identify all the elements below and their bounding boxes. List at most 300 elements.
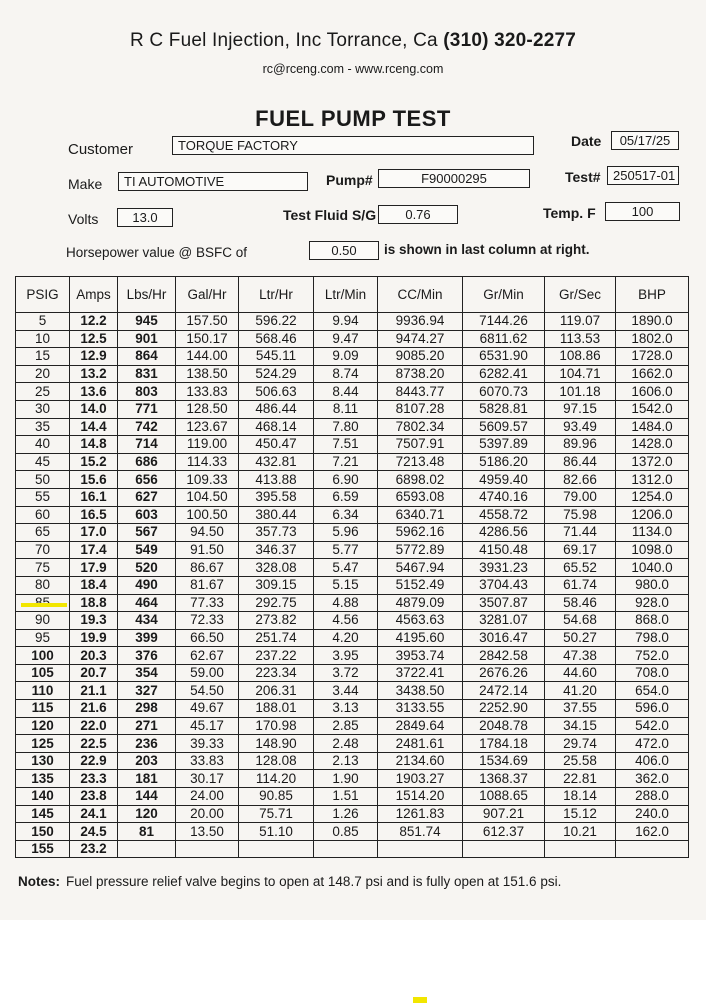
table-cell: 35 [16,418,70,436]
table-cell: 144 [118,788,176,806]
test-number-label: Test# [565,169,601,185]
table-cell: 568.46 [239,330,314,348]
bsfc-field: 0.50 [309,241,379,260]
table-cell: 109.33 [176,471,239,489]
table-cell: 5828.81 [463,400,545,418]
column-header: Amps [70,277,118,313]
horsepower-suffix: is shown in last column at right. [384,242,590,257]
table-cell: 7507.91 [378,436,463,454]
table-cell: 627 [118,488,176,506]
company-header [0,30,706,52]
table-cell: 1728.0 [616,348,689,366]
table-cell: 162.0 [616,823,689,841]
table-cell: 771 [118,400,176,418]
table-cell: 25.58 [545,752,616,770]
highlight-mark [413,997,427,1003]
table-row [16,752,689,770]
table-cell: 1372.0 [616,453,689,471]
table-cell: 5.96 [314,524,378,542]
table-row [16,348,689,366]
table-cell [545,840,616,858]
table-cell: 14.0 [70,400,118,418]
table-cell [176,840,239,858]
column-header: Gal/Hr [176,277,239,313]
temperature-label: Temp. F [543,205,596,221]
column-header: PSIG [16,277,70,313]
table-cell: 406.0 [616,752,689,770]
table-cell: 140 [16,788,70,806]
table-cell: 54.68 [545,612,616,630]
table-cell: 831 [118,365,176,383]
table-cell: 123.67 [176,418,239,436]
date-field: 05/17/25 [611,131,679,150]
table-cell: 413.88 [239,471,314,489]
table-cell: 13.6 [70,383,118,401]
table-row [16,700,689,718]
test-number-field: 250517-01 [607,166,679,185]
table-cell: 10 [16,330,70,348]
table-cell: 8.44 [314,383,378,401]
table-cell: 3953.74 [378,647,463,665]
table-cell: 596.0 [616,700,689,718]
table-cell: 23.8 [70,788,118,806]
table-cell: 15.6 [70,471,118,489]
table-cell: 6593.08 [378,488,463,506]
table-cell: 5609.57 [463,418,545,436]
test-fluid-field: 0.76 [378,205,458,224]
table-cell: 4.88 [314,594,378,612]
table-cell: 20.7 [70,664,118,682]
table-cell: 6531.90 [463,348,545,366]
table-cell: 6.90 [314,471,378,489]
table-cell: 4879.09 [378,594,463,612]
table-cell: 16.5 [70,506,118,524]
table-cell: 18.4 [70,576,118,594]
table-row [16,576,689,594]
table-row [16,559,689,577]
table-cell [616,840,689,858]
table-cell: 1.90 [314,770,378,788]
table-cell: 1134.0 [616,524,689,542]
table-cell: 97.15 [545,400,616,418]
table-cell: 51.10 [239,823,314,841]
table-cell: 101.18 [545,383,616,401]
table-cell: 7.51 [314,436,378,454]
table-cell: 240.0 [616,805,689,823]
column-header: Lbs/Hr [118,277,176,313]
table-cell: 5467.94 [378,559,463,577]
table-cell: 15.12 [545,805,616,823]
table-cell: 520 [118,559,176,577]
fuel-pump-data-table [15,276,689,858]
test-fluid-label: Test Fluid S/G [283,207,377,223]
table-cell: 59.00 [176,664,239,682]
table-row [16,717,689,735]
table-cell [378,840,463,858]
table-cell: 1890.0 [616,313,689,331]
table-row [16,647,689,665]
table-cell: 119.07 [545,313,616,331]
table-cell: 4558.72 [463,506,545,524]
table-row [16,330,689,348]
table-cell: 45 [16,453,70,471]
table-cell: 69.17 [545,541,616,559]
notes-text: Fuel pressure relief valve begins to open at 148.7 psi and is fully open at 151.6 psi. [66,874,562,889]
table-cell: 86.44 [545,453,616,471]
table-cell: 203 [118,752,176,770]
table-cell: 89.96 [545,436,616,454]
table-cell: 395.58 [239,488,314,506]
table-cell: 9.47 [314,330,378,348]
table-cell: 20.3 [70,647,118,665]
table-cell: 150 [16,823,70,841]
table-cell: 25 [16,383,70,401]
table-cell: 70 [16,541,70,559]
table-cell: 113.53 [545,330,616,348]
table-cell: 95 [16,629,70,647]
table-row [16,629,689,647]
notes [18,874,698,889]
table-cell: 1428.0 [616,436,689,454]
column-header: Gr/Sec [545,277,616,313]
table-cell: 9936.94 [378,313,463,331]
table-row [16,471,689,489]
table-cell: 8107.28 [378,400,463,418]
table-cell: 20.00 [176,805,239,823]
table-cell: 145 [16,805,70,823]
table-cell: 7.80 [314,418,378,436]
table-cell: 8.74 [314,365,378,383]
table-cell: 542.0 [616,717,689,735]
table-cell: 4563.63 [378,612,463,630]
table-cell: 4740.16 [463,488,545,506]
table-row [16,383,689,401]
table-cell: 22.0 [70,717,118,735]
table-cell: 5186.20 [463,453,545,471]
table-cell: 714 [118,436,176,454]
table-cell: 490 [118,576,176,594]
table-cell: 5 [16,313,70,331]
table-cell: 362.0 [616,770,689,788]
table-cell: 2.13 [314,752,378,770]
table-cell: 2252.90 [463,700,545,718]
table-cell: 49.67 [176,700,239,718]
make-field: TI AUTOMOTIVE [118,172,308,191]
table-cell: 4959.40 [463,471,545,489]
table-cell: 1903.27 [378,770,463,788]
table-cell: 3507.87 [463,594,545,612]
table-cell: 100.50 [176,506,239,524]
table-cell: 298 [118,700,176,718]
table-cell: 357.73 [239,524,314,542]
table-cell: 945 [118,313,176,331]
table-cell: 39.33 [176,735,239,753]
table-cell: 12.5 [70,330,118,348]
table-header-row [16,277,689,313]
table-cell: 596.22 [239,313,314,331]
table-cell: 104.50 [176,488,239,506]
table-cell: 656 [118,471,176,489]
horsepower-label: Horsepower value @ BSFC of [66,245,248,260]
table-cell: 91.50 [176,541,239,559]
table-cell: 20 [16,365,70,383]
table-cell: 65.52 [545,559,616,577]
table-cell: 75.71 [239,805,314,823]
table-cell: 23.3 [70,770,118,788]
table-cell: 4.56 [314,612,378,630]
table-cell: 8443.77 [378,383,463,401]
table-cell: 12.9 [70,348,118,366]
table-cell: 464 [118,594,176,612]
date-label: Date [571,133,602,149]
table-cell: 2676.26 [463,664,545,682]
table-cell: 19.9 [70,629,118,647]
table-cell: 928.0 [616,594,689,612]
table-cell: 61.74 [545,576,616,594]
column-header: Ltr/Min [314,277,378,313]
table-cell: 5.47 [314,559,378,577]
table-cell: 907.21 [463,805,545,823]
table-cell: 3.95 [314,647,378,665]
table-cell: 17.0 [70,524,118,542]
table-row [16,840,689,858]
table-cell: 188.01 [239,700,314,718]
column-header: Gr/Min [463,277,545,313]
table-cell: 75.98 [545,506,616,524]
table-cell: 354 [118,664,176,682]
table-cell: 803 [118,383,176,401]
table-cell: 1254.0 [616,488,689,506]
table-cell [463,840,545,858]
table-cell: 5962.16 [378,524,463,542]
table-cell: 3704.43 [463,576,545,594]
table-cell: 105 [16,664,70,682]
table-cell: 472.0 [616,735,689,753]
notes-label: Notes: [18,874,61,889]
table-cell: 29.74 [545,735,616,753]
table-cell: 8738.20 [378,365,463,383]
table-cell: 328.08 [239,559,314,577]
table-cell: 9.94 [314,313,378,331]
table-cell: 237.22 [239,647,314,665]
table-row [16,682,689,700]
table-cell: 108.86 [545,348,616,366]
table-cell: 7.21 [314,453,378,471]
table-cell: 3.13 [314,700,378,718]
table-cell: 4195.60 [378,629,463,647]
table-cell: 75 [16,559,70,577]
pump-label: Pump# [326,172,373,188]
table-cell: 80 [16,576,70,594]
table-cell: 376 [118,647,176,665]
table-cell: 2048.78 [463,717,545,735]
table-row [16,788,689,806]
table-cell: 128.08 [239,752,314,770]
table-cell: 1514.20 [378,788,463,806]
table-row [16,770,689,788]
table-cell [314,840,378,858]
table-cell: 3722.41 [378,664,463,682]
table-cell: 1040.0 [616,559,689,577]
table-cell: 72.33 [176,612,239,630]
table-cell: 94.50 [176,524,239,542]
column-header: Ltr/Hr [239,277,314,313]
table-cell: 62.67 [176,647,239,665]
table-cell: 1088.65 [463,788,545,806]
table-cell: 5.15 [314,576,378,594]
table-cell: 157.50 [176,313,239,331]
table-cell: 37.55 [545,700,616,718]
table-cell: 44.60 [545,664,616,682]
temperature-field: 100 [605,202,680,221]
table-cell: 1.26 [314,805,378,823]
table-cell: 17.4 [70,541,118,559]
table-cell: 22.81 [545,770,616,788]
table-cell: 7213.48 [378,453,463,471]
table-cell: 3.72 [314,664,378,682]
table-cell: 100 [16,647,70,665]
table-cell: 5.77 [314,541,378,559]
table-row [16,823,689,841]
contact-line: rc@rceng.com - www.rceng.com [262,62,444,76]
table-cell: 14.4 [70,418,118,436]
table-cell: 50.27 [545,629,616,647]
table-cell: 6070.73 [463,383,545,401]
table-cell: 2481.61 [378,735,463,753]
table-cell: 346.37 [239,541,314,559]
table-cell: 1662.0 [616,365,689,383]
table-cell: 93.49 [545,418,616,436]
table-cell: 292.75 [239,594,314,612]
table-cell: 114.20 [239,770,314,788]
table-cell: 486.44 [239,400,314,418]
table-cell: 1542.0 [616,400,689,418]
table-cell: 81 [118,823,176,841]
table-cell: 125 [16,735,70,753]
table-cell: 21.6 [70,700,118,718]
table-cell: 524.29 [239,365,314,383]
table-cell: 77.33 [176,594,239,612]
table-cell: 4150.48 [463,541,545,559]
table-cell: 432.81 [239,453,314,471]
table-cell: 434 [118,612,176,630]
table-cell: 133.83 [176,383,239,401]
table-cell: 3438.50 [378,682,463,700]
table-cell: 138.50 [176,365,239,383]
table-cell: 6811.62 [463,330,545,348]
table-cell: 271 [118,717,176,735]
table-cell: 309.15 [239,576,314,594]
table-cell: 16.1 [70,488,118,506]
table-cell: 1.51 [314,788,378,806]
table-cell: 549 [118,541,176,559]
table-cell: 18.8 [70,594,118,612]
table-cell: 798.0 [616,629,689,647]
table-cell: 148.90 [239,735,314,753]
table-cell: 327 [118,682,176,700]
table-cell: 864 [118,348,176,366]
table-cell: 4.20 [314,629,378,647]
table-cell: 14.8 [70,436,118,454]
column-header: BHP [616,277,689,313]
table-cell [239,840,314,858]
table-cell: 104.71 [545,365,616,383]
table-cell: 90 [16,612,70,630]
table-cell: 13.50 [176,823,239,841]
table-cell: 7802.34 [378,418,463,436]
table-cell: 1484.0 [616,418,689,436]
table-cell: 1261.83 [378,805,463,823]
table-cell: 40 [16,436,70,454]
table-cell: 851.74 [378,823,463,841]
table-cell: 12.2 [70,313,118,331]
table-cell: 3281.07 [463,612,545,630]
table-cell: 79.00 [545,488,616,506]
volts-field: 13.0 [117,208,173,227]
table-cell: 181 [118,770,176,788]
table-cell: 980.0 [616,576,689,594]
table-cell: 288.0 [616,788,689,806]
table-cell: 450.47 [239,436,314,454]
table-cell: 3.44 [314,682,378,700]
table-cell: 9085.20 [378,348,463,366]
table-cell: 251.74 [239,629,314,647]
table-cell: 22.5 [70,735,118,753]
table-row [16,400,689,418]
table-cell: 10.21 [545,823,616,841]
table-cell: 2842.58 [463,647,545,665]
table-cell: 2472.14 [463,682,545,700]
table-cell: 6898.02 [378,471,463,489]
table-cell: 5772.89 [378,541,463,559]
table-cell: 86.67 [176,559,239,577]
volts-label: Volts [68,211,99,227]
table-cell: 21.1 [70,682,118,700]
table-cell: 45.17 [176,717,239,735]
phone-number: (310) 320-2277 [443,30,577,51]
table-cell: 901 [118,330,176,348]
table-cell: 612.37 [463,823,545,841]
table-cell: 71.44 [545,524,616,542]
table-cell: 273.82 [239,612,314,630]
table-cell: 30 [16,400,70,418]
pump-field: F90000295 [378,169,530,188]
table-cell: 170.98 [239,717,314,735]
table-cell: 13.2 [70,365,118,383]
table-cell: 3931.23 [463,559,545,577]
table-cell: 54.50 [176,682,239,700]
table-cell: 66.50 [176,629,239,647]
table-row [16,594,689,612]
table-row [16,418,689,436]
table-cell: 654.0 [616,682,689,700]
table-cell: 6282.41 [463,365,545,383]
table-cell: 2.85 [314,717,378,735]
page-title: FUEL PUMP TEST [255,106,451,131]
table-cell: 144.00 [176,348,239,366]
table-cell: 50 [16,471,70,489]
table-cell: 223.34 [239,664,314,682]
table-row [16,805,689,823]
table-row [16,735,689,753]
table-row [16,488,689,506]
table-cell: 686 [118,453,176,471]
table-cell: 24.00 [176,788,239,806]
table-row [16,612,689,630]
table-cell: 23.2 [70,840,118,858]
table-cell: 1606.0 [616,383,689,401]
table-row [16,506,689,524]
